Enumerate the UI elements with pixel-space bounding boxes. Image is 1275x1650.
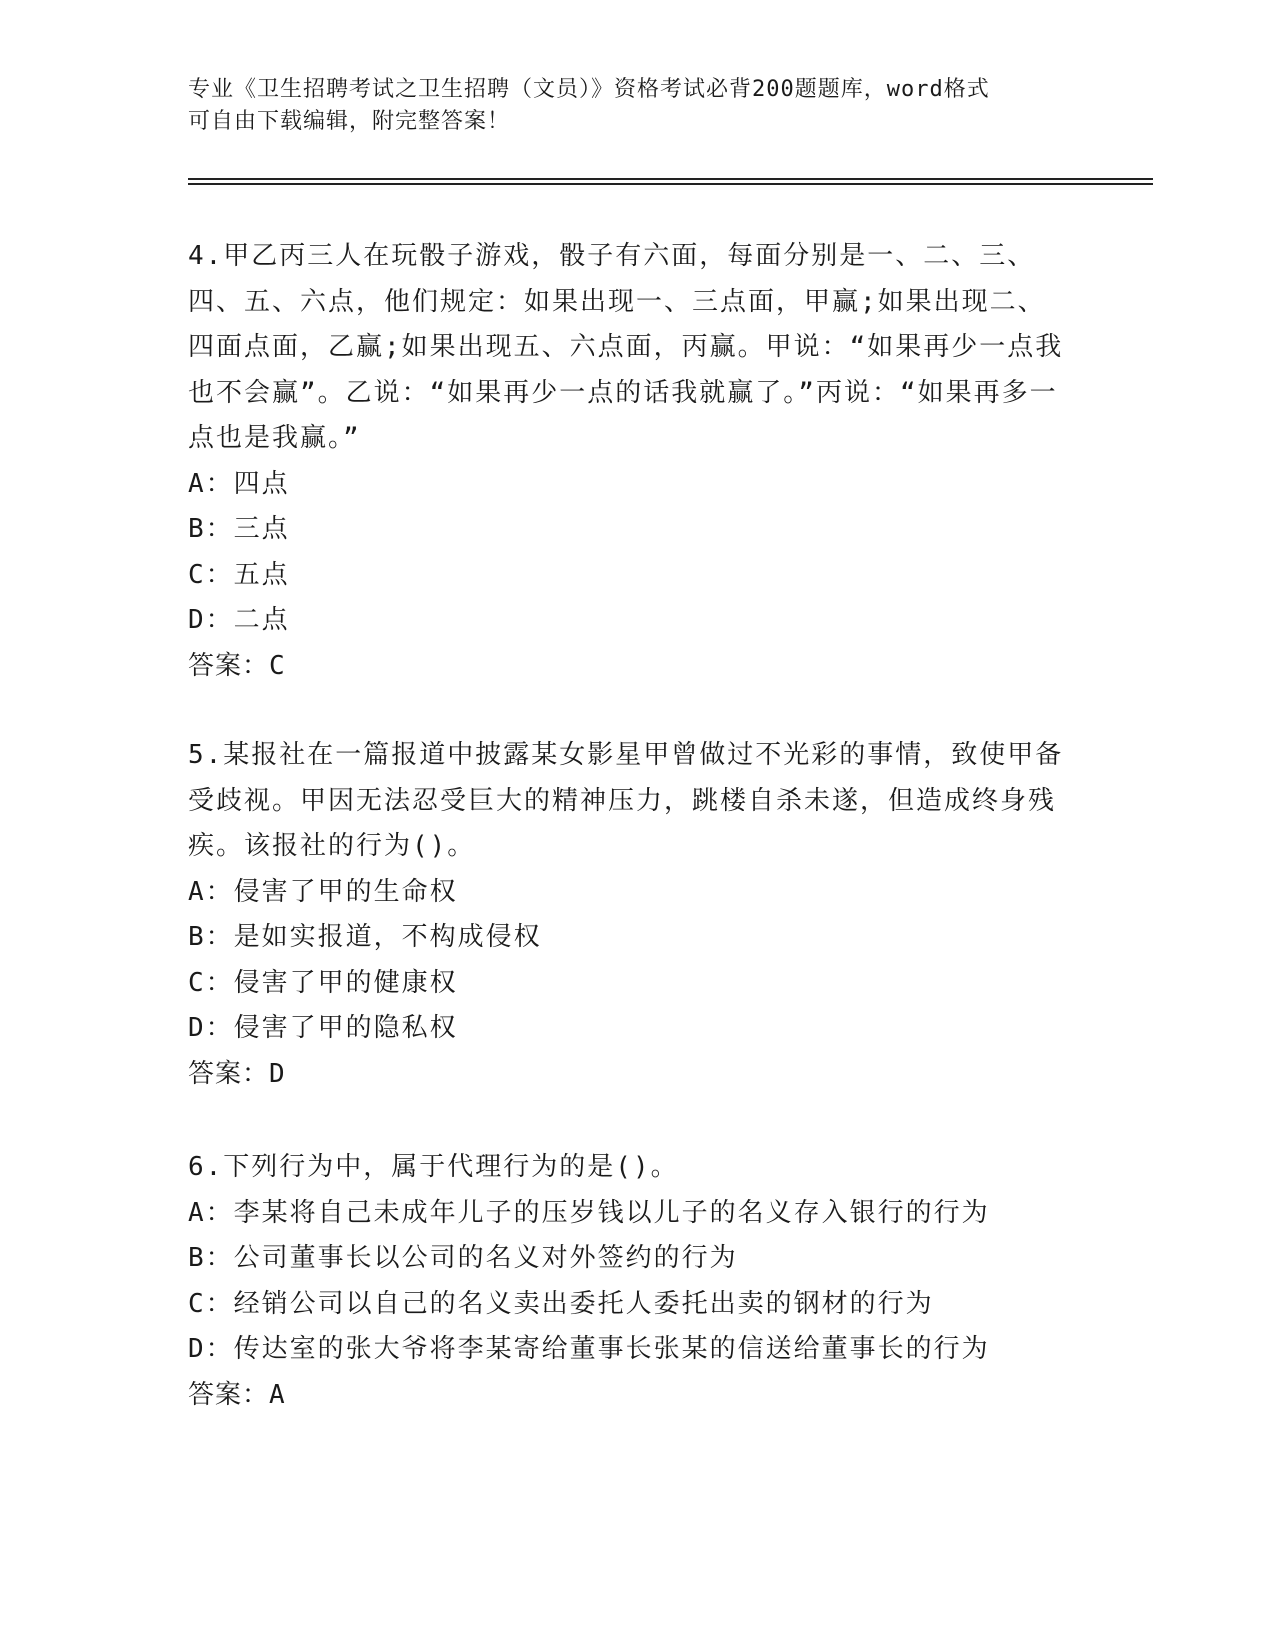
- option-b: B：三点: [188, 514, 290, 544]
- option-d: D：二点: [188, 605, 290, 635]
- header-line-2: 可自由下载编辑，附完整答案！: [188, 109, 511, 134]
- option-a: A：侵害了甲的生命权: [188, 876, 458, 907]
- header-divider-top: [188, 178, 1153, 180]
- question-5: [188, 733, 1068, 1097]
- question-4: [188, 234, 1068, 689]
- option-c: C：五点: [188, 559, 290, 590]
- answer-line: 答案：A: [188, 1379, 286, 1410]
- answer-line: 答案：D: [188, 1058, 286, 1089]
- option-c: C：侵害了甲的健康权: [188, 967, 458, 998]
- question-stem: 6.下列行为中，属于代理行为的是()。: [188, 1152, 679, 1182]
- document-header: [188, 74, 1068, 138]
- question-stem: 5.某报社在一篇报道中披露某女影星甲曾做过不光彩的事情，致使甲备受歧视。甲因无法忍受巨大的精神压力，跳楼自杀未遂，但造成终身残疾。该报社的行为()。: [188, 740, 1064, 861]
- answer-line: 答案：C: [188, 650, 286, 681]
- header-divider-bottom: [188, 183, 1153, 185]
- question-stem: 4.甲乙丙三人在玩骰子游戏，骰子有六面，每面分别是一、二、三、四、五、六点，他们规定：如果出现一、三点面，甲赢;如果出现二、四面点面，乙赢;如果出现五、六点面，丙赢。甲说：“如果再少一点我也不会赢”。乙说：“如果再少一点的话我就赢了。”丙说：“如果再多一点也是我赢。”: [188, 241, 1064, 453]
- option-b: B：公司董事长以公司的名义对外签约的行为: [188, 1243, 738, 1273]
- option-c: C：经销公司以自己的名义卖出委托人委托出卖的钢材的行为: [188, 1288, 934, 1319]
- header-line-1: 专业《卫生招聘考试之卫生招聘（文员）》资格考试必背200题题库，word格式: [188, 77, 990, 102]
- option-d: D：侵害了甲的隐私权: [188, 1013, 458, 1043]
- option-a: A：李某将自己未成年儿子的压岁钱以儿子的名义存入银行的行为: [188, 1197, 990, 1228]
- option-b: B：是如实报道，不构成侵权: [188, 922, 542, 952]
- option-d: D：传达室的张大爷将李某寄给董事长张某的信送给董事长的行为: [188, 1334, 990, 1364]
- option-a: A：四点: [188, 468, 290, 499]
- question-6: [188, 1145, 1068, 1418]
